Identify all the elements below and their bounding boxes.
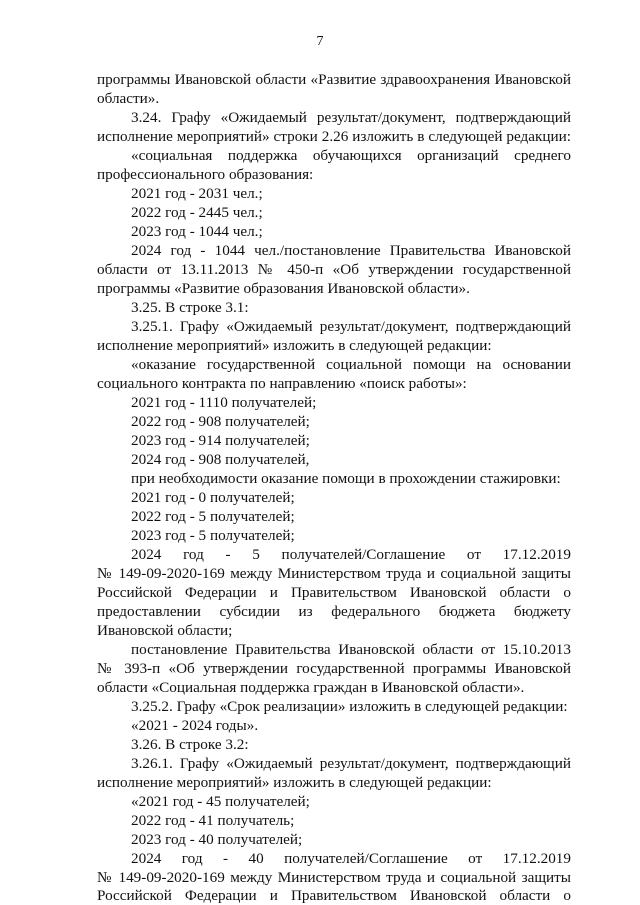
text-line: 3.25.2. Графу «Срок реализации» изложить в следующей редакции:	[131, 698, 568, 715]
text-line: 2024 год - 1044 чел./постановление Правительства Ивановской	[131, 242, 571, 259]
text-line: Российской Федерации и Правительством Ивановской области о	[97, 887, 571, 904]
text-line: программы «Развитие образования Ивановской области».	[97, 280, 470, 297]
text-line: 3.24. Графу «Ожидаемый результат/документ, подтверждающий	[131, 109, 571, 126]
text-line: № 149-09-2020-169 между Министерством труда и социальной защиты	[97, 565, 571, 582]
text-line: 3.25.1. Графу «Ожидаемый результат/документ, подтверждающий	[131, 318, 571, 335]
text-line: № 393-п «Об утверждении государственной программы Ивановской	[97, 660, 571, 677]
text-line: 2022 год - 908 получателей;	[131, 413, 310, 430]
text-line: 3.25. В строке 3.1:	[131, 299, 249, 316]
text-line: 2021 год - 1110 получателей;	[131, 394, 317, 411]
text-line: области».	[97, 90, 160, 107]
text-line: при необходимости оказание помощи в прохождении стажировки:	[131, 470, 561, 487]
text-line: области «Социальная поддержка граждан в Ивановской области».	[97, 679, 525, 696]
text-line: 3.26. В строке 3.2:	[131, 736, 249, 753]
text-line: 2023 год - 914 получателей;	[131, 432, 310, 449]
text-line: 2022 год - 5 получателей;	[131, 508, 295, 525]
text-line: «социальная поддержка обучающихся организаций среднего	[131, 147, 571, 164]
text-line: программы Ивановской области «Развитие здравоохранения Ивановской	[97, 71, 571, 88]
text-line: «2021 год - 45 получателей;	[131, 793, 310, 810]
text-line: «2021 - 2024 годы».	[131, 717, 259, 734]
text-line: Ивановской области;	[97, 622, 233, 639]
text-line: 2023 год - 40 получателей;	[131, 831, 303, 848]
text-line: 2024 год - 908 получателей,	[131, 451, 310, 468]
text-line: 2023 год - 5 получателей;	[131, 527, 295, 544]
text-line: исполнение мероприятий» строки 2.26 изложить в следующей редакции:	[97, 128, 571, 145]
text-line: Российской Федерации и Правительством Ивановской области о	[97, 584, 571, 601]
text-line: исполнение мероприятий» изложить в следующей редакции:	[97, 774, 492, 791]
text-line: 2022 год - 41 получатель;	[131, 812, 295, 829]
text-line: социального контракта по направлению «поиск работы»:	[97, 375, 467, 392]
text-line: предоставлении субсидии из федерального бюджета бюджету	[97, 603, 571, 620]
text-line: области от 13.11.2013 № 450-п «Об утверждении государственной	[97, 261, 571, 278]
text-line: 2021 год - 0 получателей;	[131, 489, 295, 506]
text-line: 2021 год - 2031 чел.;	[131, 185, 263, 202]
text-line: 2024 год - 5 получателей/Соглашение от 17.12.2019	[131, 546, 571, 563]
text-line: 2023 год - 1044 чел.;	[131, 223, 263, 240]
text-line: профессионального образования:	[97, 166, 314, 183]
text-line: «оказание государственной социальной помощи на основании	[131, 356, 571, 373]
text-line: исполнение мероприятий» изложить в следующей редакции:	[97, 337, 492, 354]
text-line: постановление Правительства Ивановской области от 15.10.2013	[131, 641, 571, 658]
text-line: 2022 год - 2445 чел.;	[131, 204, 263, 221]
text-line: 2024 год - 40 получателей/Соглашение от 17.12.2019	[131, 850, 571, 867]
text-line: 3.26.1. Графу «Ожидаемый результат/документ, подтверждающий	[131, 755, 571, 772]
page-number: 7	[316, 34, 324, 49]
text-line: № 149-09-2020-169 между Министерством труда и социальной защиты	[97, 869, 571, 886]
